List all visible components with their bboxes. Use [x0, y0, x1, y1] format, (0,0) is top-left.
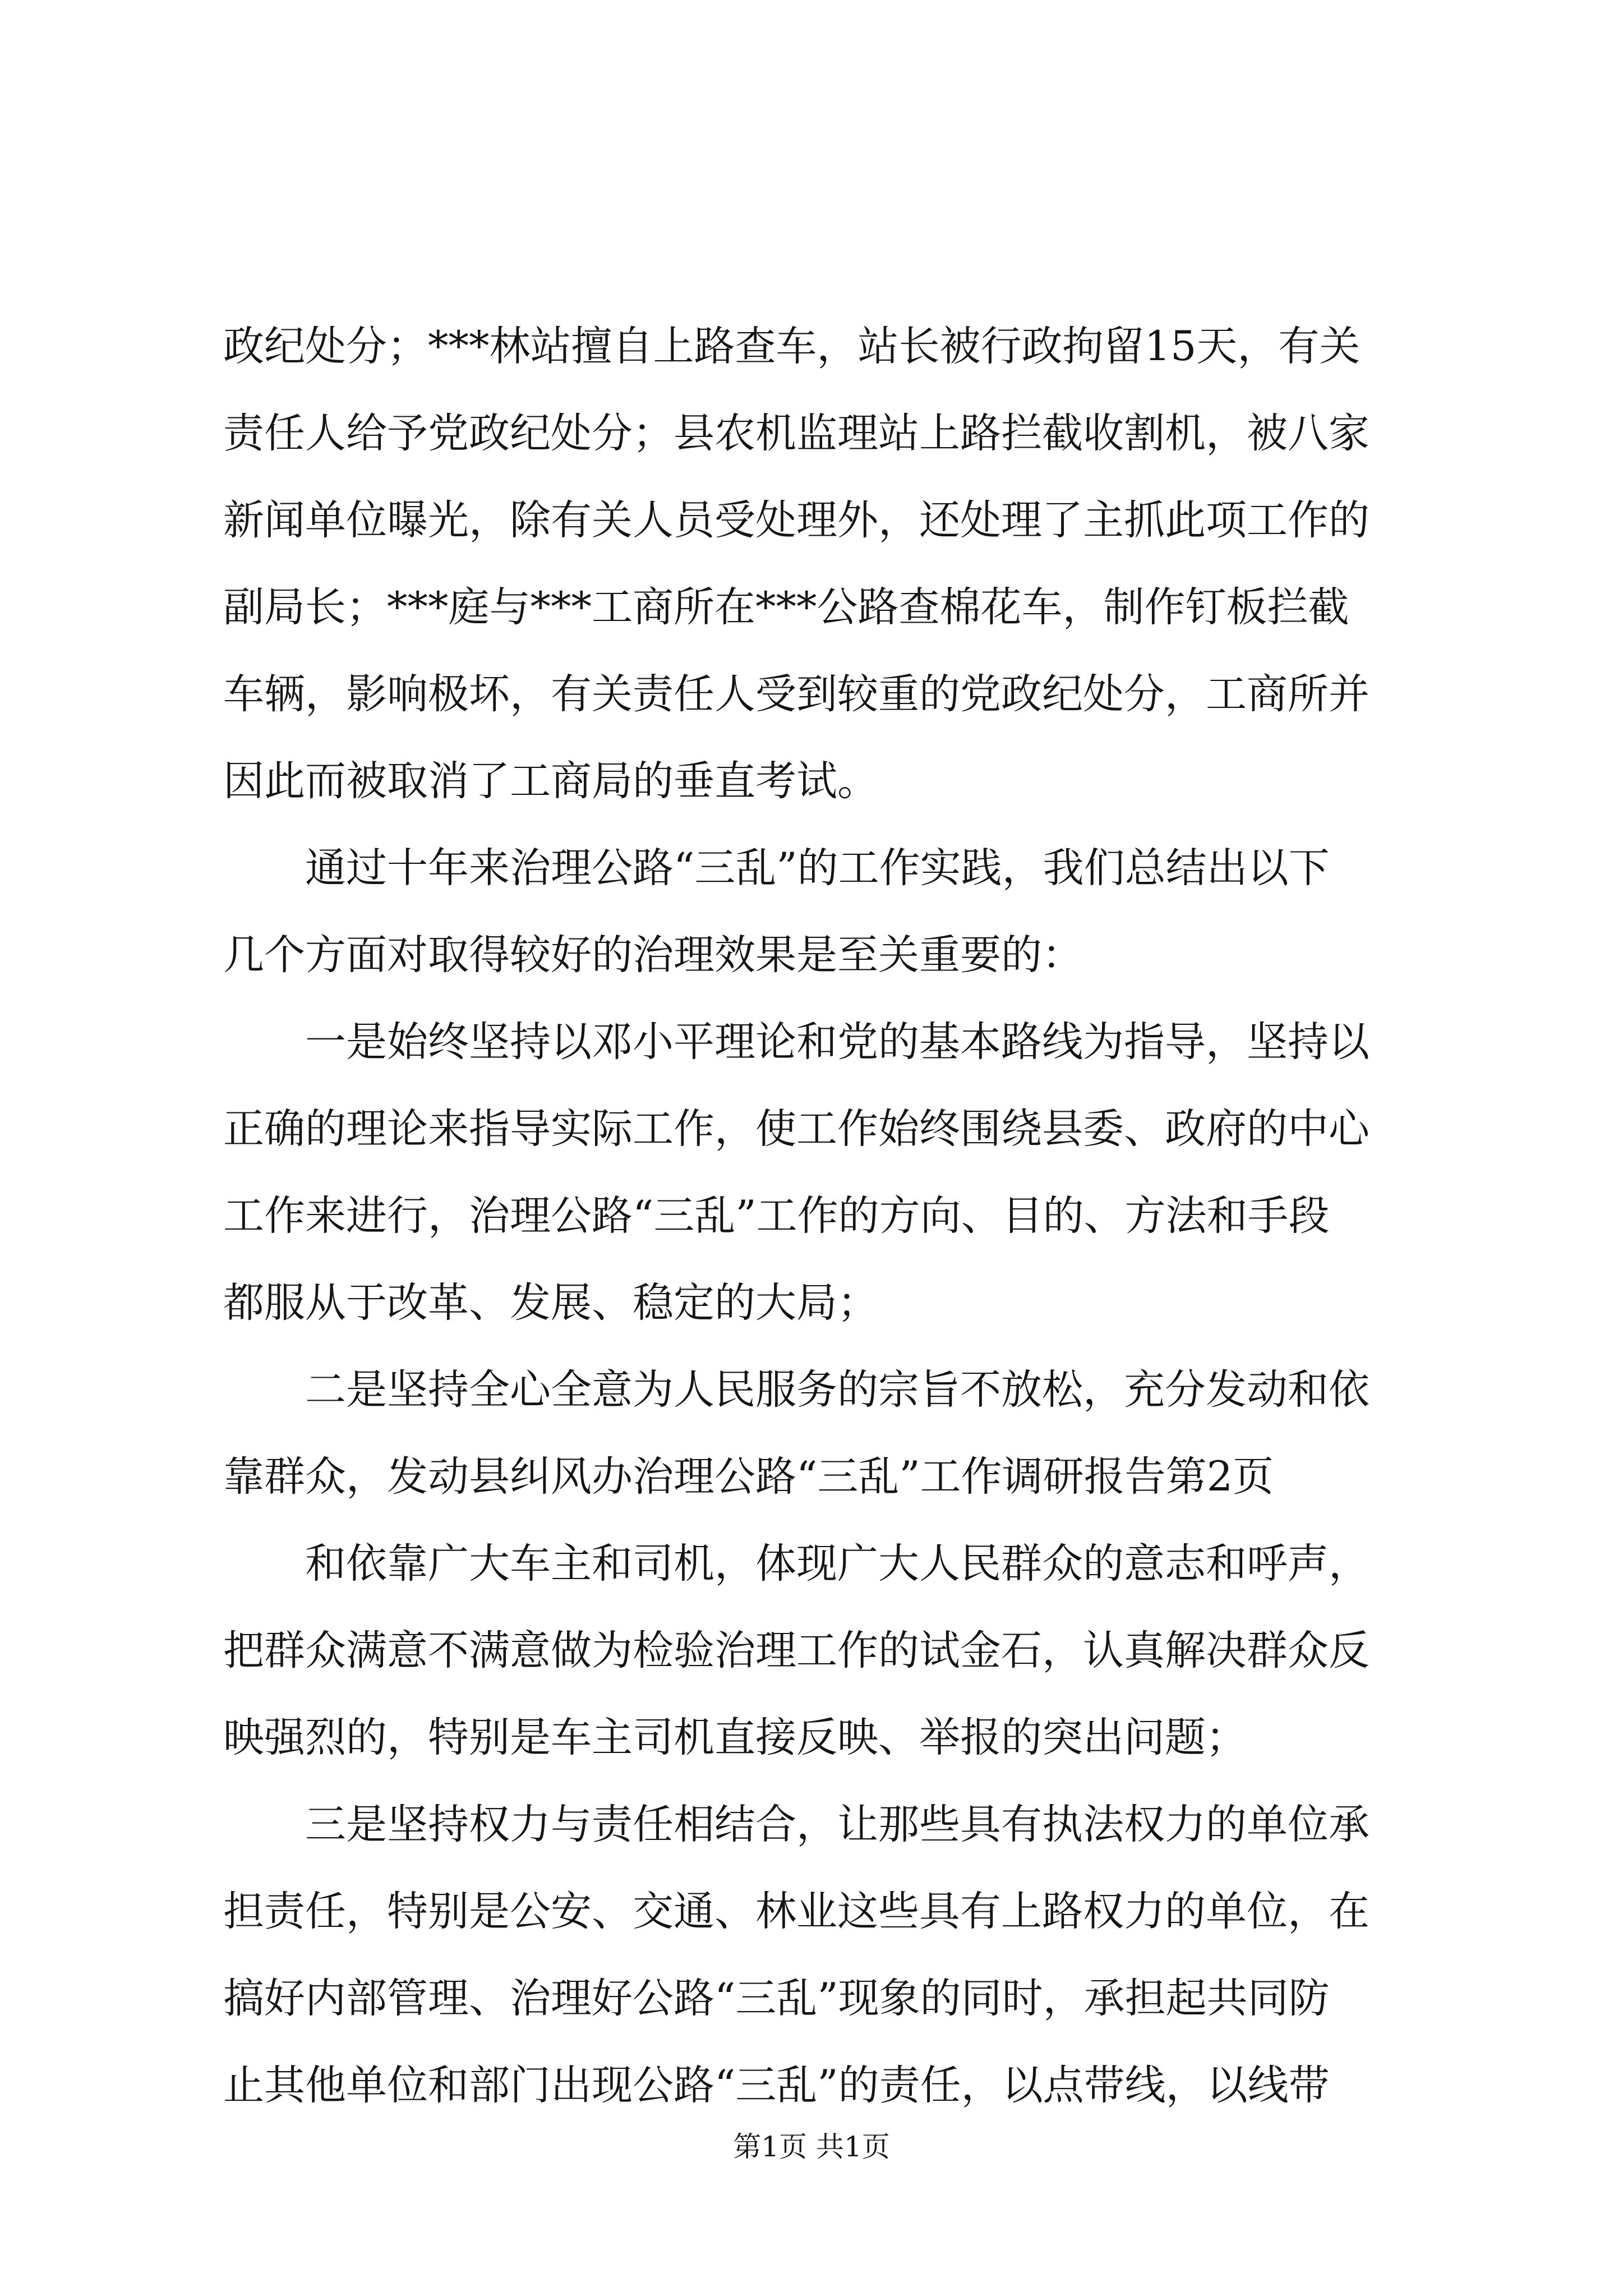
text-line: 几个方面对取得较好的治理效果是至关重要的：: [223, 931, 1083, 979]
page-number-label: 第1页 共1页: [733, 2131, 890, 2163]
paragraph-start-line: 一是始终坚持以邓小平理论和党的基本路线为指导，坚持以: [305, 1018, 1370, 1066]
text-line: 止其他单位和部门出现公路“三乱”的责任，以点带线，以线带: [223, 2062, 1330, 2109]
paragraph-start-line: 和依靠广大车主和司机，体现广大人民群众的意志和呼声，: [305, 1540, 1370, 1588]
text-line: 正确的理论来指导实际工作，使工作始终围绕县委、政府的中心: [223, 1105, 1370, 1153]
text-line: 把群众满意不满意做为检验治理工作的试金石，认真解决群众反: [223, 1627, 1370, 1674]
text-line: 政纪处分；***林站擅自上路查车，站长被行政拘留15天，有关: [223, 323, 1361, 370]
text-line: 工作来进行，治理公路“三乱”工作的方向、目的、方法和手段: [223, 1192, 1330, 1240]
text-line: 靠群众，发动县纠风办治理公路“三乱”工作调研报告第2页: [223, 1453, 1274, 1501]
text-line: 搞好内部管理、治理好公路“三乱”现象的同时，承担起共同防: [223, 1975, 1330, 2022]
page-footer: [0, 2127, 1623, 2166]
text-line: 担责任，特别是公安、交通、林业这些具有上路权力的单位，在: [223, 1888, 1370, 1935]
paragraph-start-line: 通过十年来治理公路“三乱”的工作实践，我们总结出以下: [305, 844, 1330, 892]
text-line: 映强烈的，特别是车主司机直接反映、举报的突出问题；: [223, 1714, 1247, 1761]
paragraph-start-line: 三是坚持权力与责任相结合，让那些具有执法权力的单位承: [305, 1801, 1370, 1848]
text-line: 都服从于改革、发展、稳定的大局；: [223, 1279, 878, 1327]
text-line: 副局长；***庭与***工商所在***公路查棉花车，制作钉板拦截: [223, 583, 1349, 631]
text-line: 责任人给予党政纪处分；县农机监理站上路拦截收割机，被八家: [223, 409, 1370, 457]
text-line: 新闻单位曝光，除有关人员受处理外，还处理了主抓此项工作的: [223, 496, 1370, 544]
document-body: [223, 303, 1418, 2129]
paragraph-start-line: 二是坚持全心全意为人民服务的宗旨不放松，充分发动和依: [305, 1366, 1370, 1414]
text-line: 因此而被取消了工商局的垂直考试。: [223, 757, 878, 805]
text-line: 车辆，影响极坏，有关责任人受到较重的党政纪处分，工商所并: [223, 670, 1370, 718]
